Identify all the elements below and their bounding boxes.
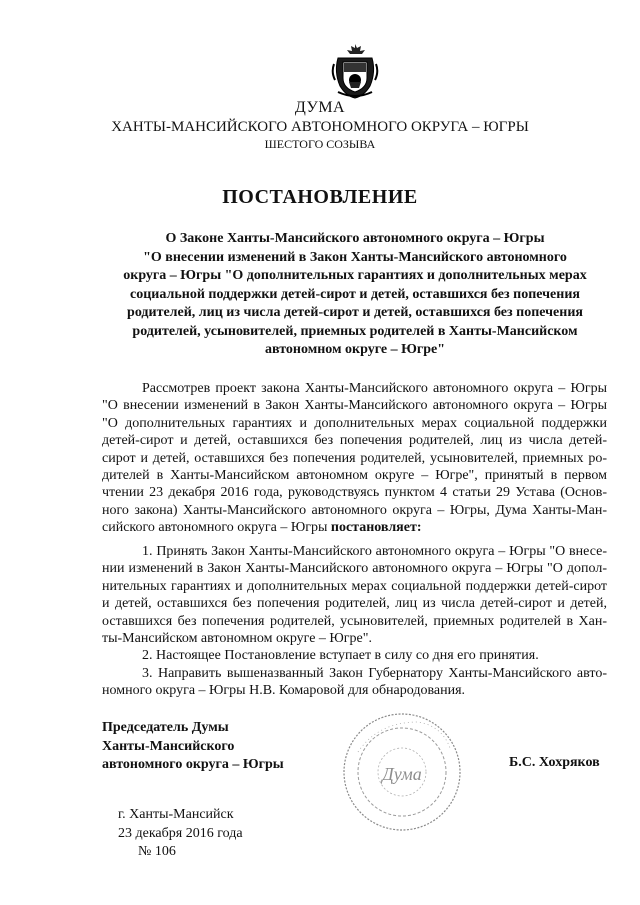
item-2: 2. Настоящее Постановление вступает в силу со дня его принятия. [142,648,539,664]
org-convocation: ШЕСТОГО СОЗЫВА [264,137,376,151]
text-line-content: сийского автономного округа – Югры [102,520,331,536]
place-date-number [118,806,243,862]
item-1-line: нительных гарантиях и дополнительных мерах социальной поддержки детей-сирот [102,578,607,594]
text-line: Рассмотрев проект закона Ханты-Мансийского автономного округа – Югры [142,381,607,396]
text-line: "О внесении изменений в Закон Ханты-Мансийского автономного округа – Югры [102,398,607,414]
date: 23 декабря 2016 года [118,825,243,841]
signatory-position [102,719,284,775]
text-line: чтении 23 декабря 2016 года, руководствуясь пунктом 4 статьи 29 Устава (Основ- [102,485,607,501]
text-line: детей-сирот и детей, оставшихся без попечения родителей, лиц из числа детей- [102,433,607,449]
document-title [95,230,615,360]
document-type: ПОСТАНОВЛЕНИЕ [222,186,418,208]
text-line: сирот и детей, оставшихся без попечения родителей, усыновителей, приемных ро- [102,450,607,466]
title-line: округа – Югры "О дополнительных гарантиях и дополнительных мерах [123,268,587,283]
text-line: дителей в Ханты-Мансийском автономном округе – Югре", принятый в первом [102,468,607,484]
coat-of-arms-icon [330,42,380,100]
position-line: Председатель Думы [102,720,229,735]
title-line: "О внесении изменений в Закон Ханты-Мансийского автономного [143,249,567,265]
title-line: родителей, лиц из числа детей-сирот и детей, оставшихся без попечения [127,305,583,320]
item-1-line: ты-Мансийском автономном округе – Югре". [102,631,372,647]
org-name: ДУМА [294,99,346,116]
seal-text: Дума [382,764,422,784]
item-1-line: нии изменений в Закон Ханты-Мансийского автономного округа – Югры "О допол- [102,561,607,577]
text-line [102,519,607,536]
official-seal [338,708,466,836]
title-line: О Законе Ханты-Мансийского автономного округа – Югры [165,231,545,246]
title-line: автономном округе – Югре" [264,342,446,357]
item-1-line: оставшихся без попечения родителей, усыновителей, приемных родителей в Хан- [102,613,607,629]
text-line: ного закона) Ханты-Мансийского автономного округа – Югры, Дума Ханты-Ман- [102,502,607,518]
position-line: Ханты-Мансийского [102,738,235,754]
title-line: социальной поддержки детей-сирот и детей, оставшихся без попечения [130,286,580,302]
resolution-items [102,543,607,700]
position-line: автономного округа – Югры [102,757,284,773]
signatory-name: Б.С. Хохряков [509,755,600,770]
item-1-line: 1. Принять Закон Ханты-Мансийского автономного округа – Югры "О внесе- [142,544,607,559]
text-line: "О дополнительных гарантиях и дополнительных мерах социальной поддержки [102,415,607,431]
org-region: ХАНТЫ-МАНСИЙСКОГО АВТОНОМНОГО ОКРУГА – ЮГРЫ [111,119,529,135]
preamble-paragraph [102,380,607,537]
document-number: № 106 [138,844,176,859]
title-line: родителей, усыновителей, приемных родителей в Ханты-Мансийском [132,323,578,339]
item-3-line: 3. Направить вышеназванный Закон Губернатору Ханты-Мансийского авто- [142,665,607,681]
item-1-line: и детей, оставшихся без попечения родителей, лиц из числа детей-сирот и детей, [102,596,607,612]
city: г. Ханты-Мансийск [118,807,234,822]
resolution-keyword: постановляет: [330,520,422,536]
item-3-line: номного округа – Югры Н.В. Комаровой для обнародования. [102,683,466,699]
